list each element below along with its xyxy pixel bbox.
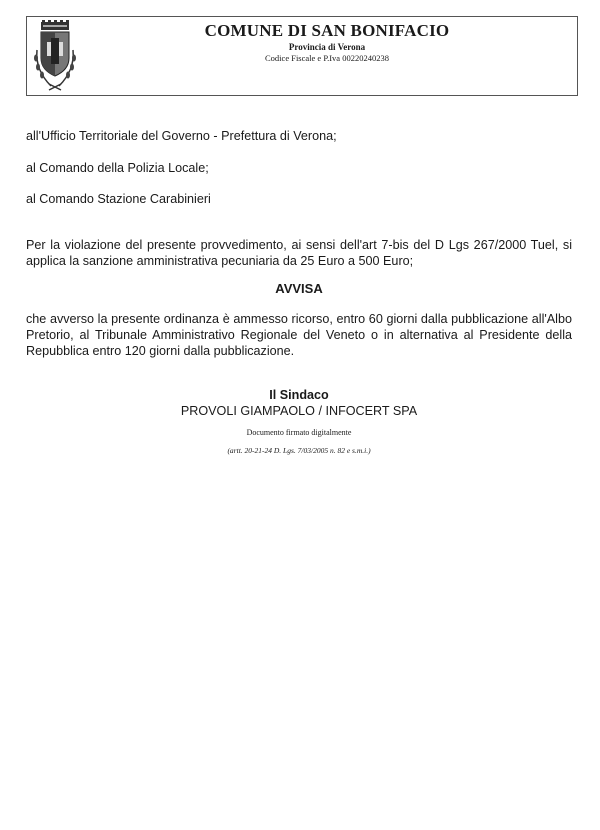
sanction-paragraph: Per la violazione del presente provvedimento, ai sensi dell'art 7-bis del D Lgs 267/2000 Tuel, si applica la sanzione amministrativa pecuniaria da 25 Euro a 500 Euro; (26, 238, 572, 268)
tax-code-line: Codice Fiscale e P.Iva 00220240238 (265, 53, 389, 63)
municipal-crest-icon (31, 20, 79, 93)
digital-signature-note: Documento firmato digitalmente (246, 428, 352, 437)
signatory-name: PROVOLI GIAMPAOLO / INFOCERT SPA (180, 404, 418, 418)
letterhead (26, 16, 578, 96)
notice-heading: AVVISA (275, 281, 323, 296)
letterhead-text (87, 21, 567, 64)
recipient-prefecture: all'Ufficio Territoriale del Governo - Prefettura di Verona; (26, 129, 337, 143)
recipient-carabinieri: al Comando Stazione Carabinieri (26, 192, 211, 206)
province-line: Provincia di Verona (288, 42, 366, 52)
legal-reference: (artt. 20-21-24 D. Lgs. 7/03/2005 n. 82 e s.m.i.) (227, 446, 371, 455)
signature-block (26, 387, 572, 456)
recipient-local-police: al Comando della Polizia Locale; (26, 161, 209, 175)
signatory-title: Il Sindaco (269, 388, 329, 402)
municipality-title: COMUNE DI SAN BONIFACIO (204, 21, 450, 40)
notice-paragraph: che avverso la presente ordinanza è ammesso ricorso, entro 60 giorni dalla pubblicazione all'Albo Pretorio, al Tribunale Amministrativo Regionale del Veneto o in alternativa al Presidente della Repubblica entro 120 giorni dalla pubblicazione. (26, 312, 572, 358)
